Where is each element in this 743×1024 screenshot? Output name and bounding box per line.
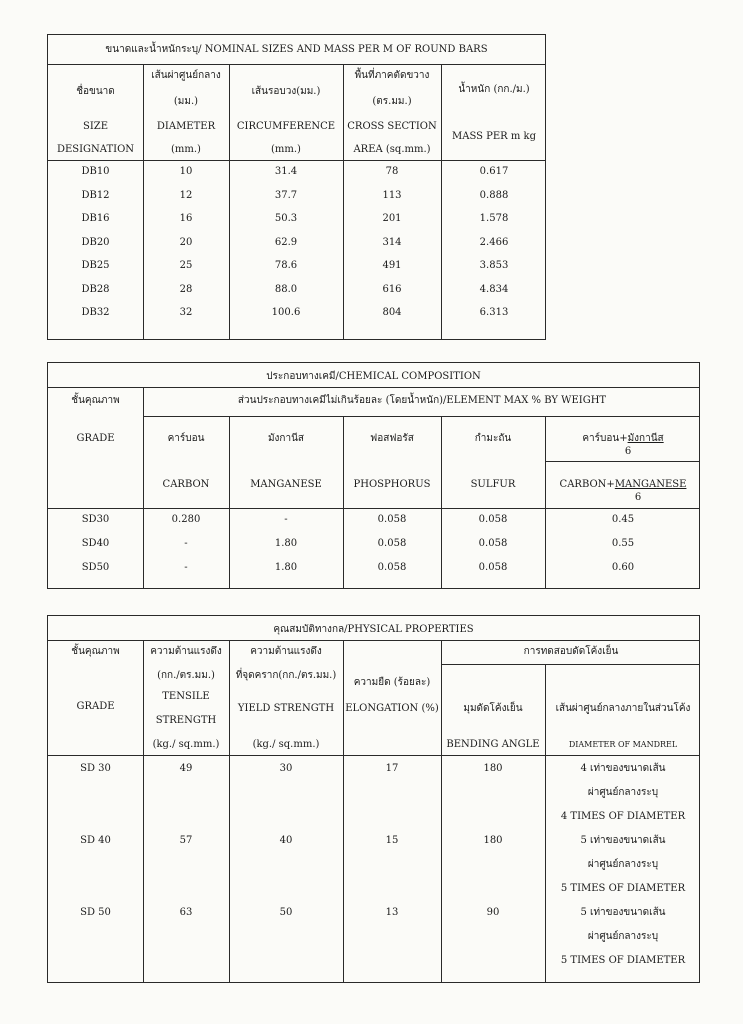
phys-mandrel-cell: ผ่าศูนย์กลางระบุ	[587, 859, 659, 870]
phys-yield-en: YIELD STRENGTH	[237, 703, 335, 714]
phys-bend-angle-th: มุมดัดโค้งเย็น	[463, 703, 523, 714]
chem-sulfur-th: กำมะถัน	[474, 433, 512, 444]
nominal-cell: 12	[179, 189, 193, 201]
nominal-cell: DB20	[81, 236, 110, 248]
chem-cell: 0.058	[377, 514, 407, 525]
phys-tensile-cell: 57	[179, 835, 193, 846]
nominal-cell: 113	[382, 189, 402, 201]
phys-elong-en: ELONGATION (%)	[345, 703, 439, 714]
nominal-cell: 4.834	[479, 283, 509, 295]
header-circ-th: เส้นรอบวง(มม.)	[251, 86, 321, 97]
chem-cell: SD50	[81, 562, 110, 573]
nominal-cell: 491	[382, 260, 402, 271]
chem-combo-th-a: คาร์บอน+	[582, 433, 628, 444]
phys-bend-group: การทดสอบดัดโค้งเย็น	[523, 646, 619, 657]
chem-phosphorus-th: ฟอสฟอรัส	[370, 433, 414, 444]
nominal-cell: 0.617	[479, 166, 509, 177]
phys-grade-cell: SD 30	[80, 763, 111, 774]
physical-table-title: คุณสมบัติทางกล/PHYSICAL PROPERTIES	[273, 624, 474, 635]
chem-combo-en-div: 6	[634, 492, 642, 503]
phys-tensile-en3: (kg./ sq.mm.)	[152, 739, 220, 750]
phys-angle-cell: 180	[483, 763, 503, 774]
chem-sulfur-en: SULFUR	[470, 479, 516, 490]
chem-cell: 1.80	[274, 538, 298, 549]
header-area-en2: AREA (sq.mm.)	[353, 144, 431, 155]
nominal-cell: 62.9	[274, 236, 298, 248]
nominal-cell: 804	[382, 307, 402, 318]
nominal-cell: 78.6	[274, 260, 298, 271]
nominal-cell: 2.466	[479, 236, 509, 248]
chemical-composition-table	[47, 362, 700, 589]
nominal-cell: 0.888	[479, 189, 509, 201]
chem-cell: 1.80	[274, 562, 298, 573]
phys-tensile-th2: (กก./ตร.มม.)	[157, 670, 215, 681]
chem-grade-en: GRADE	[76, 433, 115, 444]
header-dia-en: DIAMETER	[156, 121, 216, 132]
nominal-cell: 32	[179, 307, 193, 318]
chem-combo-th-div: 6	[624, 446, 632, 457]
phys-mandrel-cell: ผ่าศูนย์กลางระบุ	[587, 787, 659, 798]
chem-cell: 0.45	[611, 514, 635, 525]
phys-bend-angle-en: BENDING ANGLE	[446, 739, 540, 750]
phys-mandrel-cell: 5 เท่าของขนาดเส้น	[580, 907, 666, 918]
phys-yield-en2: (kg./ sq.mm.)	[252, 739, 320, 750]
header-size-th: ชื่อขนาด	[76, 86, 115, 97]
chem-phosphorus-en: PHOSPHORUS	[353, 479, 431, 490]
nominal-cell: 616	[382, 283, 402, 295]
phys-angle-cell: 90	[486, 907, 500, 918]
nominal-cell: 78	[385, 166, 399, 177]
phys-mandrel-cell: 5 TIMES OF DIAMETER	[560, 955, 686, 966]
nominal-cell: 201	[382, 213, 402, 224]
chem-combo-th	[545, 432, 701, 446]
chem-cell: 0.058	[478, 538, 508, 549]
nominal-cell: 1.578	[479, 213, 509, 224]
phys-elong-cell: 17	[385, 763, 399, 774]
nominal-cell: 3.853	[479, 260, 509, 271]
phys-mandrel-cell: 4 TIMES OF DIAMETER	[560, 811, 686, 822]
chem-cell: 0.058	[377, 562, 407, 573]
nominal-cell: 16	[179, 213, 193, 224]
nominal-sizes-table	[47, 34, 546, 340]
phys-grade-cell: SD 40	[80, 835, 111, 846]
header-dia-th2: (มม.)	[173, 96, 199, 107]
header-area-en: CROSS SECTION	[347, 121, 437, 132]
phys-mandrel-cell: ผ่าศูนย์กลางระบุ	[587, 931, 659, 942]
header-size-en2: DESIGNATION	[56, 144, 135, 155]
chem-combo-en-b: MANGANESE	[614, 479, 687, 490]
phys-mandrel-cell: 5 TIMES OF DIAMETER	[560, 883, 686, 894]
phys-tensile-cell: 49	[179, 763, 193, 774]
phys-tensile-th: ความต้านแรงดึง	[150, 646, 222, 657]
chem-cell: 0.55	[611, 538, 635, 549]
chem-element-header: ส่วนประกอบทางเคมีไม่เกินร้อยละ (โดยน้ำหนัก)/ELEMENT MAX % BY WEIGHT	[237, 395, 607, 406]
nominal-table-title: ขนาดและน้ำหนักระบุ/ NOMINAL SIZES AND MASS PER M OF ROUND BARS	[105, 44, 488, 55]
chem-cell: 0.60	[611, 562, 635, 573]
phys-grade-th: ชั้นคุณภาพ	[71, 646, 120, 657]
phys-grade-cell: SD 50	[80, 907, 111, 918]
chem-cell: SD40	[81, 538, 110, 549]
phys-tensile-cell: 63	[179, 907, 193, 918]
phys-mandrel-cell: 5 เท่าของขนาดเส้น	[580, 835, 666, 846]
phys-grade-en: GRADE	[76, 701, 115, 712]
nominal-cell: DB10	[81, 166, 110, 177]
chem-cell: -	[184, 562, 188, 573]
nominal-cell: 50.3	[274, 213, 298, 224]
nominal-cell: 100.6	[271, 307, 301, 318]
chemical-table-title: ประกอบทางเคมี/CHEMICAL COMPOSITION	[266, 371, 481, 382]
nominal-cell: 28	[179, 283, 193, 295]
nominal-cell: DB32	[81, 307, 110, 318]
phys-yield-th: ความต้านแรงดึง	[250, 646, 322, 657]
header-circ-en: CIRCUMFERENCE	[236, 121, 336, 132]
phys-elong-cell: 13	[385, 907, 399, 918]
nominal-cell: DB16	[81, 213, 110, 224]
chem-cell: -	[284, 514, 288, 525]
phys-mandrel-en: DIAMETER OF MANDREL	[568, 740, 678, 749]
nominal-cell: DB28	[81, 283, 110, 295]
nominal-cell: 25	[179, 260, 193, 271]
chem-carbon-en: CARBON	[162, 479, 210, 490]
chem-cell: 0.058	[478, 514, 508, 525]
chem-cell: SD30	[81, 514, 110, 525]
phys-yield-cell: 40	[279, 835, 293, 846]
chem-cell: 0.058	[478, 562, 508, 573]
phys-yield-cell: 50	[279, 907, 293, 918]
chem-grade-th: ชั้นคุณภาพ	[71, 395, 120, 406]
nominal-cell: 31.4	[274, 166, 298, 177]
header-dia-en2: (mm.)	[171, 144, 201, 155]
phys-tensile-en: TENSILE	[162, 691, 210, 702]
phys-elong-cell: 15	[385, 835, 399, 846]
phys-yield-th2: ที่จุดคราก(กก./ตร.มม.)	[235, 670, 337, 681]
header-mass-th: น้ำหนัก (กก./ม.)	[458, 84, 530, 95]
nominal-cell: 10	[179, 166, 193, 177]
physical-properties-table	[47, 615, 700, 983]
chem-cell: 0.058	[377, 538, 407, 549]
phys-elong-th: ความยืด (ร้อยละ)	[353, 677, 431, 688]
nominal-cell: 6.313	[479, 307, 509, 318]
nominal-cell: 20	[179, 236, 193, 248]
header-dia-th: เส้นผ่าศูนย์กลาง	[151, 70, 221, 81]
chem-combo-en	[545, 478, 701, 492]
chem-cell: 0.280	[171, 514, 201, 525]
nominal-cell: 37.7	[274, 189, 298, 201]
nominal-cell: DB12	[81, 189, 110, 201]
nominal-cell: DB25	[81, 260, 110, 271]
header-area-th2: (ตร.มม.)	[372, 96, 412, 107]
nominal-cell: 314	[382, 236, 402, 248]
phys-yield-cell: 30	[279, 763, 293, 774]
phys-tensile-en2: STRENGTH	[155, 715, 217, 726]
phys-mandrel-cell: 4 เท่าของขนาดเส้น	[580, 763, 666, 774]
phys-angle-cell: 180	[483, 835, 503, 846]
header-size-en: SIZE	[82, 121, 109, 132]
chem-carbon-th: คาร์บอน	[167, 433, 205, 444]
phys-mandrel-th: เส้นผ่าศูนย์กลางภายในส่วนโค้ง	[555, 703, 691, 714]
header-circ-en2: (mm.)	[271, 144, 301, 155]
chem-cell: -	[184, 538, 188, 549]
chem-manganese-th: มังกานีส	[267, 433, 305, 444]
header-area-th: พื้นที่ภาคตัดขวาง	[354, 70, 430, 81]
nominal-cell: 88.0	[274, 283, 298, 295]
chem-combo-en-a: CARBON+	[559, 479, 615, 490]
chem-combo-th-b: มังกานีส	[627, 433, 664, 444]
chem-manganese-en: MANGANESE	[250, 479, 322, 490]
header-mass-en: MASS PER m kg	[451, 131, 537, 142]
